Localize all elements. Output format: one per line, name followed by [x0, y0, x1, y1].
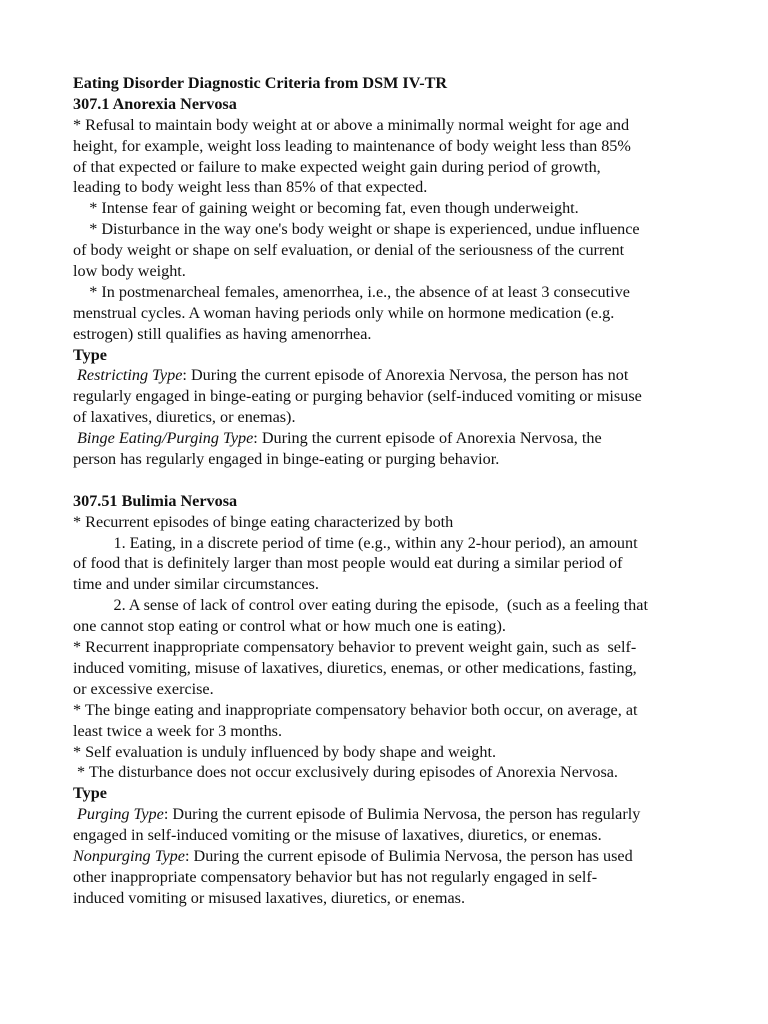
criteria-line: height, for example, weight loss leading to maintenance of body weight less than 85%: [73, 136, 631, 155]
section-heading: 307.51 Bulimia Nervosa: [73, 491, 238, 510]
criteria-line: * In postmenarcheal females, amenorrhea, i.e., the absence of at least 3 consecutive: [73, 282, 630, 301]
type-description: : During the current episode of Bulimia Nervosa, the person has used: [184, 846, 633, 865]
criteria-line: induced vomiting, misuse of laxatives, diuretics, enemas, or other medications, fasting,: [73, 658, 637, 677]
criteria-line: 1. Eating, in a discrete period of time (e.g., within any 2-hour period), an amount: [73, 533, 638, 552]
type-name: Nonpurging Type: [73, 846, 185, 865]
type-description: engaged in self-induced vomiting or the misuse of laxatives, diuretics, or enemas.: [73, 826, 602, 845]
type-name: Purging Type: [73, 805, 164, 824]
section-heading: 307.1 Anorexia Nervosa: [73, 94, 237, 113]
type-description: of laxatives, diuretics, or enemas).: [73, 408, 296, 427]
type-description: : During the current episode of Anorexia Nervosa, the person has not: [182, 366, 629, 385]
criteria-line: * Self evaluation is unduly influenced by body shape and weight.: [73, 742, 497, 761]
criteria-line: of body weight or shape on self evaluation, or denial of the seriousness of the current: [73, 241, 625, 260]
type-heading: Type: [73, 784, 107, 803]
criteria-line: one cannot stop eating or control what or how much one is eating).: [73, 617, 506, 636]
criteria-line: leading to body weight less than 85% of that expected.: [73, 178, 428, 197]
criteria-line: * Refusal to maintain body weight at or above a minimally normal weight for age and: [73, 115, 630, 134]
criteria-line: menstrual cycles. A woman having periods only while on hormone medication (e.g.: [73, 303, 615, 322]
criteria-list: [73, 512, 701, 784]
document-page: [73, 73, 701, 909]
type-purging: [73, 804, 701, 846]
criteria-line: least twice a week for 3 months.: [73, 721, 283, 740]
criteria-line: * Intense fear of gaining weight or becoming fat, even though underweight.: [73, 199, 579, 218]
type-restricting: [73, 365, 701, 428]
type-description: : During the current episode of Bulimia Nervosa, the person has regularly: [163, 805, 641, 824]
type-description: : During the current episode of Anorexia Nervosa, the: [253, 429, 602, 448]
section-anorexia-nervosa: [73, 94, 701, 470]
type-description: other inappropriate compensatory behavior but has not regularly engaged in self-: [73, 867, 598, 886]
criteria-line: 2. A sense of lack of control over eating during the episode, (such as a feeling that: [73, 596, 648, 615]
type-binge-eating-purging: [73, 428, 701, 470]
paragraph-spacer: [73, 470, 701, 491]
criteria-list: [73, 115, 701, 345]
type-nonpurging: [73, 846, 701, 909]
document-title: Eating Disorder Diagnostic Criteria from DSM IV-TR: [73, 74, 448, 92]
criteria-line: estrogen) still qualifies as having amenorrhea.: [73, 324, 372, 343]
criteria-line: * The binge eating and inappropriate compensatory behavior both occur, on average, at: [73, 700, 638, 719]
type-description: person has regularly engaged in binge-eating or purging behavior.: [73, 450, 500, 469]
criteria-line: * Recurrent inappropriate compensatory behavior to prevent weight gain, such as self-: [73, 638, 637, 657]
type-name: Restricting Type: [73, 366, 183, 385]
type-description: induced vomiting or misused laxatives, diuretics, or enemas.: [73, 888, 466, 907]
type-heading: Type: [73, 345, 107, 364]
criteria-line: * Disturbance in the way one's body weight or shape is experienced, undue influence: [73, 220, 640, 239]
type-description: regularly engaged in binge-eating or purging behavior (self-induced vomiting or misuse: [73, 387, 642, 406]
criteria-line: time and under similar circumstances.: [73, 575, 319, 594]
criteria-line: or excessive exercise.: [73, 679, 214, 698]
criteria-line: of that expected or failure to make expected weight gain during period of growth,: [73, 157, 601, 176]
criteria-line: * Recurrent episodes of binge eating characterized by both: [73, 512, 454, 531]
type-name: Binge Eating/Purging Type: [73, 429, 254, 448]
criteria-line: low body weight.: [73, 262, 186, 281]
criteria-line: of food that is definitely larger than most people would eat during a similar period of: [73, 554, 623, 573]
section-bulimia-nervosa: [73, 491, 701, 909]
criteria-line: * The disturbance does not occur exclusively during episodes of Anorexia Nervosa.: [73, 763, 618, 782]
